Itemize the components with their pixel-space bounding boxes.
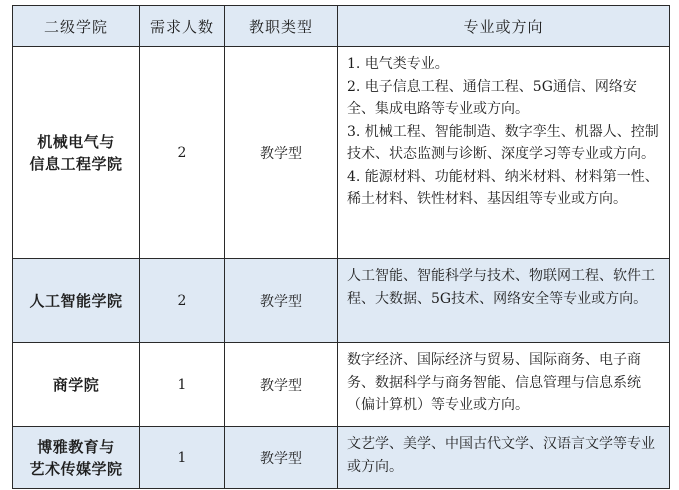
- header-row: [13, 6, 670, 47]
- majors-cell: [338, 427, 670, 489]
- type-cell: 教学型: [225, 259, 338, 343]
- college-name-line: 机械电气与: [37, 132, 115, 151]
- major-item: 数字经济、国际经济与贸易、国际商务、电子商务、数据科学与商务智能、信息管理与信息系统（偏计算机）等专业或方向。: [347, 352, 641, 413]
- college-name-line: 艺术传媒学院: [29, 459, 123, 478]
- count-cell: 2: [140, 259, 225, 343]
- header-college: 二级学院: [13, 6, 140, 47]
- header-majors: 专业或方向: [338, 6, 670, 47]
- count-cell: 1: [140, 427, 225, 489]
- college-name-line: 人工智能学院: [29, 291, 123, 310]
- major-item: 1. 电气类专业。: [347, 56, 449, 72]
- college-name-line: 信息工程学院: [29, 154, 123, 173]
- type-cell: 教学型: [225, 343, 338, 427]
- major-item: 人工智能、智能科学与技术、物联网工程、软件工程、大数据、5G技术、网络安全等专业或方向。: [347, 268, 655, 307]
- college-cell: [13, 427, 140, 489]
- count-cell: 1: [140, 343, 225, 427]
- count-cell: 2: [140, 47, 225, 259]
- type-cell: 教学型: [225, 427, 338, 489]
- majors-cell: [338, 343, 670, 427]
- type-cell: 教学型: [225, 47, 338, 259]
- header-count: 需求人数: [140, 6, 225, 47]
- major-item: 3. 机械工程、智能制造、数字孪生、机器人、控制技术、状态监测与诊断、深度学习等专业或方向。: [347, 123, 659, 162]
- majors-cell: [338, 47, 670, 259]
- header-type: 教职类型: [225, 6, 338, 47]
- table-row: [13, 343, 670, 427]
- major-item: 文艺学、美学、中国古代文学、汉语言文学等专业或方向。: [347, 436, 655, 475]
- college-name-line: 商学院: [52, 375, 100, 394]
- college-cell: [13, 259, 140, 343]
- college-cell: [13, 343, 140, 427]
- table-row: [13, 47, 670, 259]
- majors-cell: [338, 259, 670, 343]
- table-row: [13, 259, 670, 343]
- college-name-line: 博雅教育与: [37, 437, 115, 456]
- table-row: [13, 427, 670, 489]
- major-item: 4. 能源材料、功能材料、纳米材料、材料第一性、稀土材料、铁性材料、基因组等专业或方向。: [347, 168, 659, 207]
- major-item: 2. 电子信息工程、通信工程、5G通信、网络安全、集成电路等专业或方向。: [347, 78, 637, 117]
- recruitment-table: [12, 5, 670, 489]
- college-cell: [13, 47, 140, 259]
